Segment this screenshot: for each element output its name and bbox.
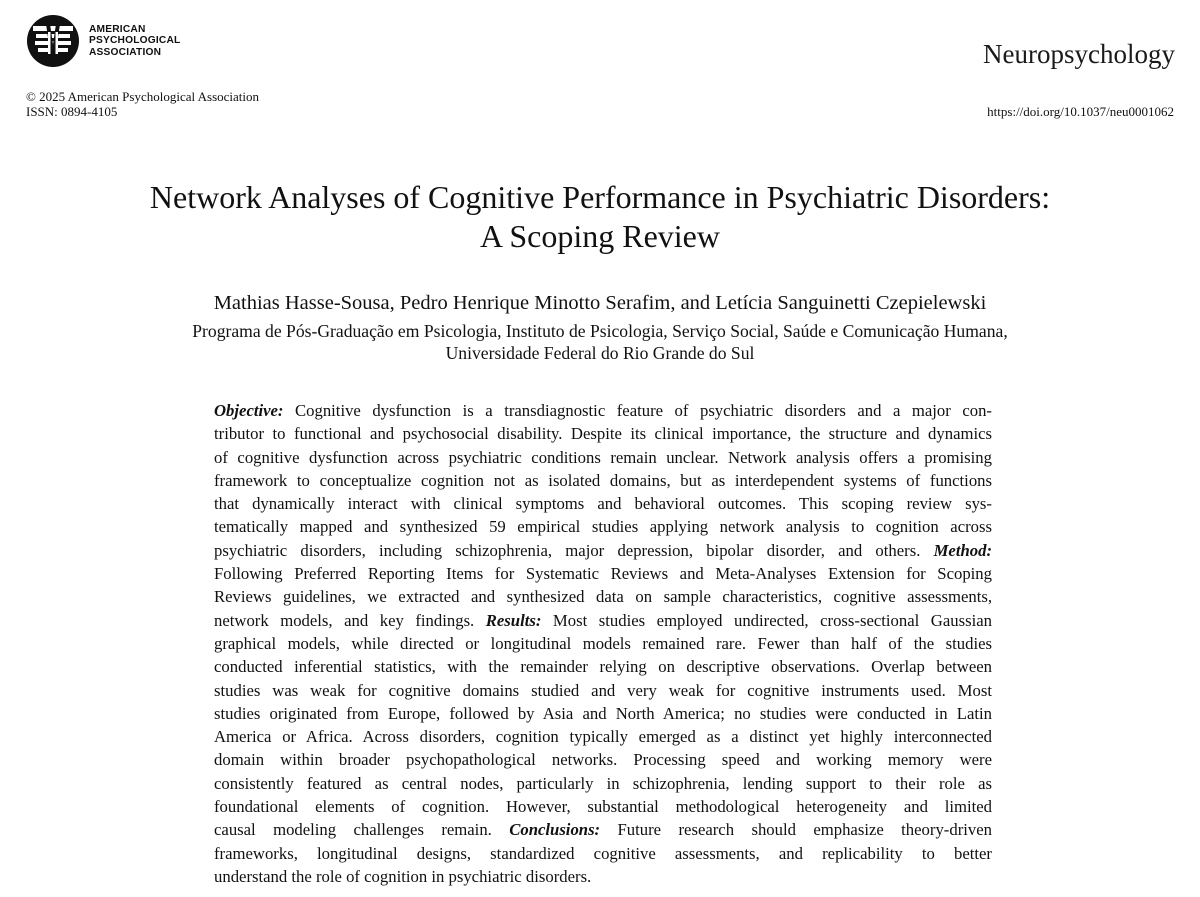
abstract-line xyxy=(214,818,992,841)
abstract-text: Most studies employed undirected, cross-sectional Gaussian xyxy=(541,610,992,630)
abstract-text: Cognitive dysfunction is a transdiagnostic feature of psychiatric disorders and a major con- xyxy=(283,401,992,420)
abstract-text: that dynamically interact with clinical symptoms and behavioral outcomes. This scoping review sys- xyxy=(214,494,992,514)
abstract-text: network models, and key findings. xyxy=(214,610,486,630)
abstract-line xyxy=(214,655,992,678)
abstract-line xyxy=(214,446,992,469)
abstract-text: Following Preferred Reporting Items for Systematic Reviews and Meta-Analyses Extension for Scoping xyxy=(214,564,992,584)
abstract-text: consistently featured as central nodes, particularly in schizophrenia, lending support to their role as xyxy=(214,773,992,793)
abstract-line xyxy=(214,585,992,608)
abstract-line xyxy=(214,399,992,422)
abstract-line xyxy=(214,795,992,818)
article-title xyxy=(0,178,1200,256)
abstract-line xyxy=(214,469,992,492)
abstract-text: studies originated from Europe, followed by Asia and North America; no studies were conducted in Latin xyxy=(214,703,992,723)
abstract-line xyxy=(214,609,992,632)
abstract-line xyxy=(214,702,992,725)
abstract-line xyxy=(214,842,992,865)
abstract-text: domain within broader psychopathological networks. Processing speed and working memory were xyxy=(214,750,992,770)
abstract-text: psychiatric disorders, including schizophrenia, major depression, bipolar disorder, and others. xyxy=(214,540,934,560)
page-header xyxy=(0,0,1200,120)
logo-line: PSYCHOLOGICAL xyxy=(89,35,181,47)
logo-line: ASSOCIATION xyxy=(89,46,162,58)
title-line: A Scoping Review xyxy=(480,218,720,254)
affiliation xyxy=(0,320,1200,364)
title-line: Network Analyses of Cognitive Performance in Psychiatric Disorders: xyxy=(149,179,1051,215)
abstract-section-label: Method: xyxy=(933,540,992,560)
abstract-text: graphical models, while directed or longitudinal models remained rare. Fewer than half of the studies xyxy=(214,633,992,653)
abstract-text: Future research should emphasize theory-driven xyxy=(600,820,992,840)
abstract-text: Reviews guidelines, we extracted and synthesized data on sample characteristics, cognitive assessments, xyxy=(214,587,992,607)
logo-line: AMERICAN xyxy=(89,23,146,35)
abstract-text: studies was weak for cognitive domains studied and very weak for cognitive instruments used. Most xyxy=(214,680,992,700)
abstract-text: of cognitive dysfunction across psychiatric conditions remain unclear. Network analysis offers a promising xyxy=(214,447,992,467)
abstract-line xyxy=(214,679,992,702)
journal-name: Neuropsychology xyxy=(983,39,1175,69)
abstract-line xyxy=(214,748,992,771)
affiliation-line: Universidade Federal do Rio Grande do Sul xyxy=(445,343,755,363)
publication-meta xyxy=(26,89,259,119)
abstract-line xyxy=(214,422,992,445)
abstract-line xyxy=(214,515,992,538)
abstract-text: tributor to functional and psychosocial disability. Despite its clinical importance, the structure and dynamics xyxy=(214,424,992,444)
issn-line: ISSN: 0894-4105 xyxy=(26,104,118,119)
abstract-line xyxy=(214,725,992,748)
abstract-section-label: Results: xyxy=(485,610,542,630)
affiliation-line: Programa de Pós-Graduação em Psicologia, Instituto de Psicologia, Serviço Social, Saúde e Comunicação Humana, xyxy=(192,321,1008,341)
abstract-line xyxy=(214,772,992,795)
abstract-section-label: Conclusions: xyxy=(509,820,601,840)
abstract xyxy=(214,399,992,888)
abstract-line xyxy=(214,865,992,888)
apa-logo xyxy=(26,14,180,68)
abstract-text: foundational elements of cognition. However, substantial methodological heterogeneity and limited xyxy=(214,797,992,817)
copyright-line: © 2025 American Psychological Association xyxy=(26,89,260,104)
abstract-line xyxy=(214,492,992,515)
abstract-text: America or Africa. Across disorders, cognition typically emerged as a distinct yet highly interconnected xyxy=(214,727,992,747)
abstract-text: understand the role of cognition in psychiatric disorders. xyxy=(214,866,592,886)
abstract-section-label: Objective: xyxy=(214,401,284,420)
abstract-text: frameworks, longitudinal designs, standardized cognitive assessments, and replicability to better xyxy=(214,843,992,863)
abstract-text: conducted inferential statistics, with the remainder relying on descriptive observations. Overlap between xyxy=(214,657,992,677)
logo-wordmark xyxy=(89,24,180,59)
abstract-text: tematically mapped and synthesized 59 empirical studies applying network analysis to cognition across xyxy=(214,517,992,537)
apa-logo-icon xyxy=(26,14,80,68)
author-list: Mathias Hasse-Sousa, Pedro Henrique Minotto Serafim, and Letícia Sanguinetti Czepielewski xyxy=(213,292,987,314)
abstract-line xyxy=(214,562,992,585)
abstract-text: framework to conceptualize cognition not as isolated domains, but as interdependent systems of functions xyxy=(214,470,992,490)
abstract-line xyxy=(214,539,992,562)
abstract-line xyxy=(214,632,992,655)
abstract-text: causal modeling challenges remain. xyxy=(214,820,510,840)
doi-link[interactable]: https://doi.org/10.1037/neu0001062 xyxy=(987,104,1174,119)
